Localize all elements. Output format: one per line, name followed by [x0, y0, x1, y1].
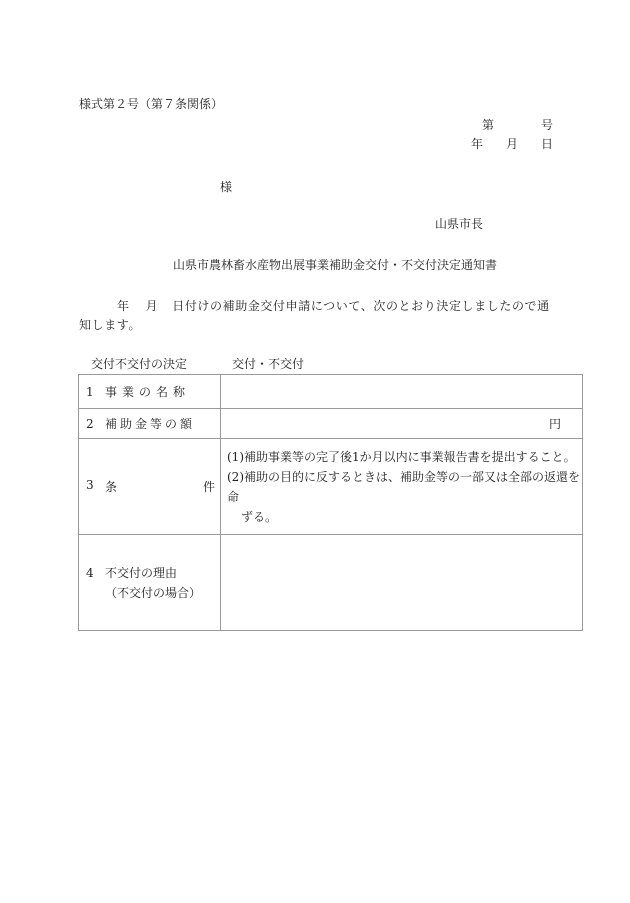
table-row	[79, 535, 583, 631]
date-month-label: 月	[506, 137, 519, 151]
conditions-cell	[221, 439, 583, 535]
decision-label: 交付不交付の決定	[91, 357, 188, 371]
condition-marker: (2)	[227, 469, 244, 484]
row-label	[79, 375, 221, 409]
row-number: 2	[86, 417, 94, 431]
yen-unit: 円	[548, 417, 561, 431]
row-label-text: 不交付の理由	[105, 565, 178, 580]
body-rest: 日付けの補助金交付申請について、次のとおり決定しましたので通	[172, 299, 550, 313]
row-label-text	[105, 478, 215, 495]
body-year: 年	[117, 299, 130, 313]
table-row	[79, 375, 583, 409]
condition-marker: (1)	[227, 449, 244, 464]
non-grant-reason-field	[221, 535, 583, 631]
condition-item	[227, 447, 582, 467]
condition-continuation: ずる。	[241, 509, 278, 524]
decision-value: 交付・不交付	[232, 357, 305, 371]
row-number: 3	[86, 478, 94, 492]
condition-text: 補助事業等の完了後1か月以内に事業報告書を提出すること。	[244, 449, 576, 464]
table-row	[79, 439, 583, 535]
notification-table	[78, 374, 583, 631]
body-month: 月	[145, 299, 159, 313]
table-row	[79, 409, 583, 439]
body-text-line-2: 知します。	[79, 318, 142, 332]
row-label	[79, 535, 221, 631]
document-number-suffix: 号	[541, 118, 554, 132]
row-sublabel: （不交付の場合）	[105, 585, 202, 600]
body-text-line-1	[117, 300, 550, 312]
date-day-label: 日	[541, 137, 554, 151]
project-name-field	[221, 375, 583, 409]
label-right-char: 件	[202, 480, 215, 494]
conditions-list	[221, 447, 582, 527]
condition-text: 補助の目的に反するときは、補助金等の一部又は全部の返還を命	[227, 469, 581, 504]
row-number: 4	[86, 565, 94, 580]
document-title: 山県市農林畜水産物出展事業補助金交付・不交付決定通知書	[173, 258, 498, 272]
document-number-prefix: 第	[482, 118, 495, 132]
amount-field	[221, 409, 583, 439]
label-left-char: 条	[105, 480, 118, 494]
condition-item	[227, 467, 582, 527]
row-label-text: 補助金等の額	[105, 417, 196, 431]
date-year-label: 年	[471, 137, 484, 151]
recipient-honorific: 様	[220, 180, 233, 194]
row-label	[79, 439, 221, 535]
form-number: 様式第２号（第７条関係）	[79, 97, 224, 111]
row-label	[79, 409, 221, 439]
row-label-text: 事業の名称	[105, 385, 191, 399]
row-number: 1	[86, 385, 94, 399]
issuer-name: 山県市長	[435, 217, 484, 231]
